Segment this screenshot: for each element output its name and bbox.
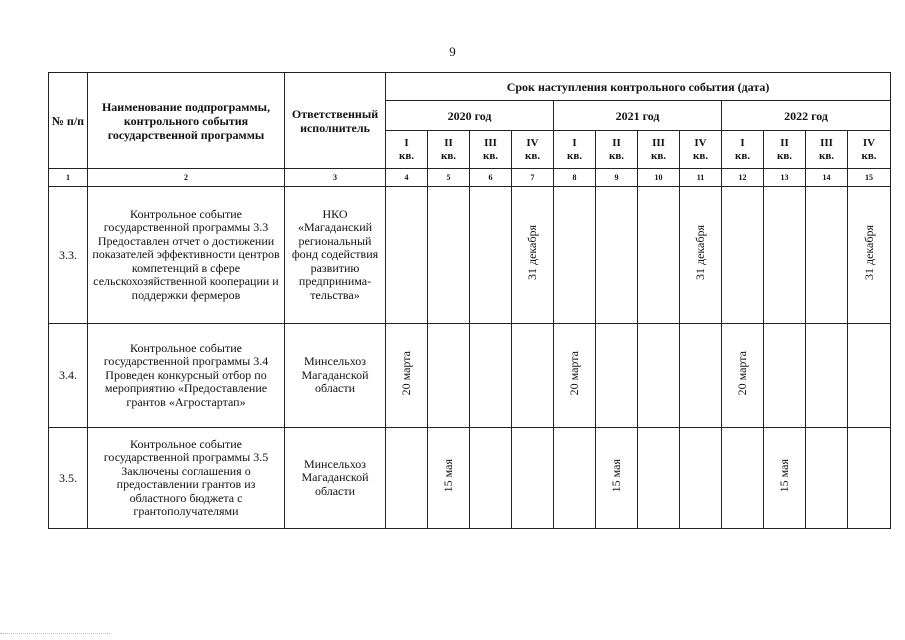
header-quarter — [596, 131, 638, 169]
header-quarter — [386, 131, 428, 169]
deadline-cell — [386, 187, 428, 324]
table-row — [49, 187, 891, 324]
deadline-cell — [428, 187, 470, 324]
deadline-cell — [680, 187, 722, 324]
quarter-numeral: II — [612, 136, 621, 149]
quarter-abbrev: кв. — [608, 149, 625, 162]
header-year: 2020 год — [386, 101, 554, 131]
quarter-numeral: IV — [526, 136, 539, 149]
deadline-cell — [638, 324, 680, 428]
quarter-abbrev: кв. — [482, 149, 499, 162]
table-row — [49, 324, 891, 428]
event-description: Контрольное событие государственной программы 3.5 Заключены соглашения о предоставлении грантов из областного бюджета с грантополучателями — [88, 428, 285, 529]
header-year: 2021 год — [554, 101, 722, 131]
deadline-cell — [848, 187, 891, 324]
quarter-abbrev: кв. — [398, 149, 415, 162]
responsible-executor: Минсельхоз Магаданской области — [285, 428, 386, 529]
deadline-cell — [596, 428, 638, 529]
event-description: Контрольное событие государственной программы 3.3 Предоставлен отчет о достижении показателей эффективности центров компетенций в сфере сельскохозяйственной кооперации и поддержки фермеров — [88, 187, 285, 324]
row-number: 3.5. — [49, 428, 88, 529]
quarter-numeral: II — [444, 136, 453, 149]
deadline-cell — [554, 324, 596, 428]
header-quarter — [680, 131, 722, 169]
deadline-cell — [638, 187, 680, 324]
header-name: Наименование подпрограммы, контрольного события государственной программы — [88, 73, 285, 169]
deadline-cell — [596, 187, 638, 324]
column-number: 11 — [680, 169, 722, 187]
deadline-cell — [596, 324, 638, 428]
header-year: 2022 год — [722, 101, 891, 131]
column-number: 4 — [386, 169, 428, 187]
deadline-date: 31 декабря — [693, 224, 707, 281]
deadline-cell — [386, 324, 428, 428]
column-number: 15 — [848, 169, 891, 187]
quarter-abbrev: кв. — [776, 149, 793, 162]
deadline-date: 20 марта — [567, 350, 581, 396]
deadline-cell — [722, 187, 764, 324]
header-quarter — [764, 131, 806, 169]
deadline-cell — [428, 428, 470, 529]
deadline-date: 20 марта — [399, 350, 413, 396]
deadline-cell — [470, 324, 512, 428]
quarter-numeral: III — [820, 136, 833, 149]
quarter-numeral: I — [404, 136, 409, 149]
header-quarter — [512, 131, 554, 169]
deadline-cell — [680, 324, 722, 428]
table-row — [49, 428, 891, 529]
column-number: 10 — [638, 169, 680, 187]
responsible-executor: НКО «Магаданский региональный фонд содействия развитию предпринима-тельства» — [285, 187, 386, 324]
header-quarter — [722, 131, 764, 169]
deadline-cell — [764, 428, 806, 529]
deadline-cell — [764, 324, 806, 428]
deadline-cell — [638, 428, 680, 529]
quarter-abbrev: кв. — [440, 149, 457, 162]
deadline-date: 31 декабря — [525, 224, 539, 281]
quarter-numeral: IV — [694, 136, 707, 149]
header-quarter — [806, 131, 848, 169]
column-number: 3 — [285, 169, 386, 187]
event-description: Контрольное событие государственной программы 3.4 Проведен конкурсный отбор по мероприятию «Предоставление грантов «Агростартап» — [88, 324, 285, 428]
control-events-table — [48, 72, 891, 529]
column-number: 6 — [470, 169, 512, 187]
column-number: 13 — [764, 169, 806, 187]
quarter-abbrev: кв. — [566, 149, 583, 162]
quarter-numeral: I — [740, 136, 745, 149]
deadline-cell — [722, 324, 764, 428]
deadline-date: 31 декабря — [861, 224, 876, 281]
quarter-numeral: I — [572, 136, 577, 149]
deadline-cell — [554, 187, 596, 324]
quarter-numeral: III — [484, 136, 497, 149]
deadline-cell — [806, 324, 848, 428]
quarter-abbrev: кв. — [818, 149, 835, 162]
deadline-cell — [512, 187, 554, 324]
column-number: 14 — [806, 169, 848, 187]
row-number: 3.3. — [49, 187, 88, 324]
deadline-cell — [428, 324, 470, 428]
scan-artifact — [0, 633, 110, 640]
header-quarter — [428, 131, 470, 169]
deadline-cell — [848, 428, 891, 529]
header-quarter — [470, 131, 512, 169]
deadline-cell — [512, 324, 554, 428]
deadline-date: 15 мая — [441, 458, 455, 493]
quarter-numeral: IV — [862, 136, 876, 149]
deadline-cell — [806, 187, 848, 324]
column-number: 1 — [49, 169, 88, 187]
header-quarter — [848, 131, 891, 169]
column-number: 8 — [554, 169, 596, 187]
deadline-date: 20 марта — [735, 350, 749, 396]
quarter-abbrev: кв. — [524, 149, 541, 162]
column-number: 2 — [88, 169, 285, 187]
header-num: № п/п — [49, 73, 88, 169]
deadline-cell — [470, 187, 512, 324]
header-quarter — [554, 131, 596, 169]
column-number: 5 — [428, 169, 470, 187]
header-deadline: Срок наступления контрольного события (дата) — [386, 73, 891, 101]
column-number: 12 — [722, 169, 764, 187]
deadline-date: 15 мая — [609, 458, 623, 493]
row-number: 3.4. — [49, 324, 88, 428]
deadline-cell — [470, 428, 512, 529]
responsible-executor: Минсельхоз Магаданской области — [285, 324, 386, 428]
quarter-abbrev: кв. — [650, 149, 667, 162]
column-number: 9 — [596, 169, 638, 187]
column-number: 7 — [512, 169, 554, 187]
deadline-cell — [680, 428, 722, 529]
deadline-cell — [512, 428, 554, 529]
quarter-numeral: III — [652, 136, 665, 149]
deadline-cell — [764, 187, 806, 324]
quarter-abbrev: кв. — [692, 149, 709, 162]
deadline-cell — [722, 428, 764, 529]
header-responsible: Ответственный исполнитель — [285, 73, 386, 169]
page-number: 9 — [449, 44, 456, 59]
deadline-cell — [554, 428, 596, 529]
header-quarter — [638, 131, 680, 169]
deadline-cell — [848, 324, 891, 428]
deadline-date: 15 мая — [777, 458, 791, 493]
deadline-cell — [386, 428, 428, 529]
deadline-cell — [806, 428, 848, 529]
quarter-abbrev: кв. — [861, 149, 877, 162]
quarter-abbrev: кв. — [734, 149, 751, 162]
quarter-numeral: II — [780, 136, 789, 149]
